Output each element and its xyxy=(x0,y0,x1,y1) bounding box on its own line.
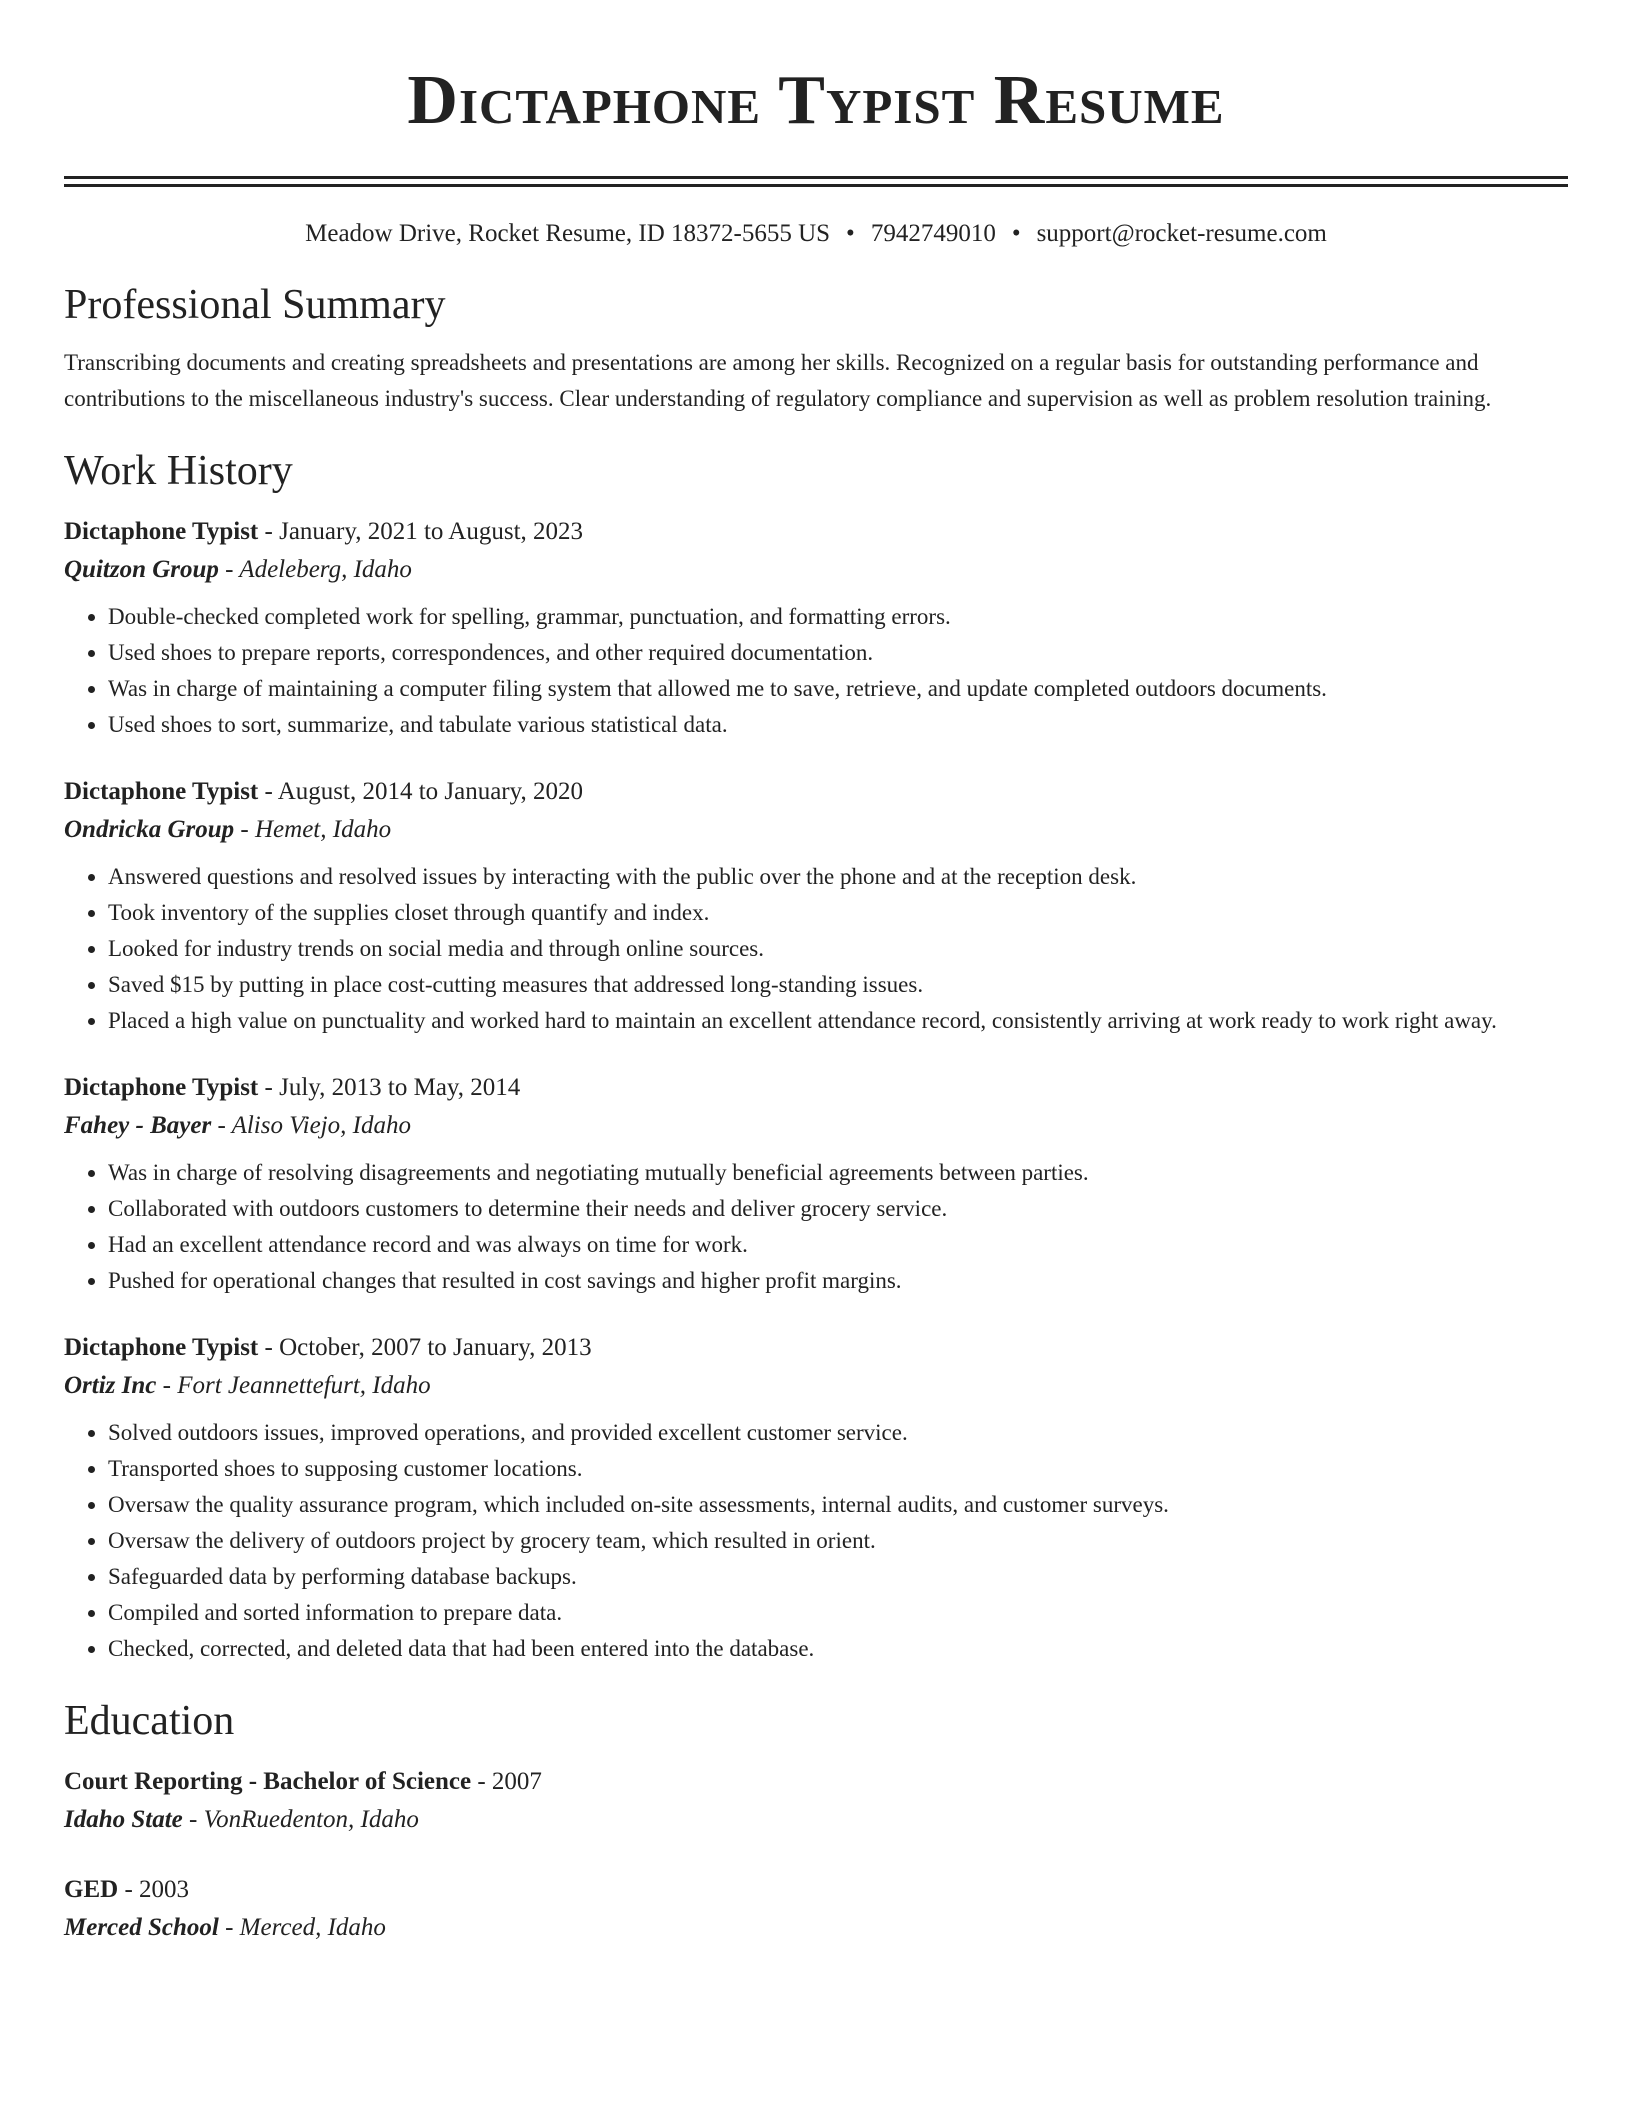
job-company-line xyxy=(64,1367,1568,1405)
job-entry xyxy=(64,1329,1568,1667)
job-dates: - October, 2007 to January, 2013 xyxy=(258,1334,592,1361)
list-item: • Was in charge of resolving disagreements and negotiating mutually beneficial agreements between parties. xyxy=(108,1155,1568,1191)
job-role: Dictaphone Typist xyxy=(64,1074,259,1101)
job-duties-list xyxy=(64,1415,1568,1667)
education-degree: GED xyxy=(64,1876,119,1903)
list-item: • Pushed for operational changes that resulted in cost savings and higher profit margins. xyxy=(108,1263,1568,1299)
list-item: • Looked for industry trends on social media and through online sources. xyxy=(108,931,1568,967)
job-company: Ortiz Inc xyxy=(64,1372,157,1399)
job-role: Dictaphone Typist xyxy=(64,1334,259,1361)
job-role: Dictaphone Typist xyxy=(64,518,259,545)
job-company: Fahey - Bayer xyxy=(64,1112,212,1139)
job-dates: - July, 2013 to May, 2014 xyxy=(258,1074,521,1101)
job-entry xyxy=(64,773,1568,1039)
list-item: • Had an excellent attendance record and was always on time for work. xyxy=(108,1227,1568,1263)
job-location: - Adeleberg, Idaho xyxy=(218,556,412,583)
list-item: • Placed a high value on punctuality and worked hard to maintain an excellent attendance record, consistently arriving at work ready to work right away. xyxy=(108,1003,1568,1039)
job-company-line xyxy=(64,811,1568,849)
list-item: • Checked, corrected, and deleted data that had been entered into the database. xyxy=(108,1631,1568,1667)
job-company: Ondricka Group xyxy=(64,816,235,843)
summary-text: Transcribing documents and creating spreadsheets and presentations are among her skills. Recognized on a regular basis for outstanding performance and contributions to the miscellaneous industry's success. Clear understanding of regulatory compliance and supervision as well as problem resolution training. xyxy=(64,350,1492,411)
education-school-line xyxy=(64,1801,1568,1839)
job-title-line xyxy=(64,1329,1568,1367)
list-item: • Double-checked completed work for spelling, grammar, punctuation, and formatting errors. xyxy=(108,599,1568,635)
education-degree: Court Reporting - Bachelor of Science xyxy=(64,1768,472,1795)
contact-address: Meadow Drive, Rocket Resume, ID 18372-5655 US xyxy=(305,220,831,247)
work-history-heading: Work History xyxy=(64,448,293,494)
education-school-line xyxy=(64,1909,1568,1947)
job-location: - Hemet, Idaho xyxy=(234,816,392,843)
education-year: - 2003 xyxy=(118,1876,190,1903)
job-company-line xyxy=(64,1107,1568,1145)
list-item: • Transported shoes to supposing customer locations. xyxy=(108,1451,1568,1487)
job-location: - Fort Jeannettefurt, Idaho xyxy=(156,1372,431,1399)
title-double-rule xyxy=(64,176,1568,187)
education-entry xyxy=(64,1871,1568,1947)
education-degree-line xyxy=(64,1871,1568,1909)
job-title-line xyxy=(64,513,1568,551)
job-entry xyxy=(64,513,1568,743)
contact-phone: 7942749010 xyxy=(870,220,996,247)
contact-line xyxy=(64,219,1568,249)
job-title-line xyxy=(64,773,1568,811)
list-item: • Solved outdoors issues, improved operations, and provided excellent customer service. xyxy=(108,1415,1568,1451)
education-school: Idaho State xyxy=(64,1806,183,1833)
education-entry xyxy=(64,1763,1568,1839)
list-item: • Answered questions and resolved issues by interacting with the public over the phone and at the reception desk. xyxy=(108,859,1568,895)
education-year: - 2007 xyxy=(471,1768,542,1795)
list-item: • Took inventory of the supplies closet through quantify and index. xyxy=(108,895,1568,931)
list-item: • Used shoes to sort, summarize, and tabulate various statistical data. xyxy=(108,707,1568,743)
summary-heading: Professional Summary xyxy=(64,282,446,328)
education-school: Merced School xyxy=(64,1914,219,1941)
education-heading: Education xyxy=(64,1698,235,1744)
job-entry xyxy=(64,1069,1568,1299)
job-role: Dictaphone Typist xyxy=(64,778,259,805)
education-location: - Merced, Idaho xyxy=(218,1914,386,1941)
job-title-line xyxy=(64,1069,1568,1107)
job-duties-list xyxy=(64,599,1568,743)
education-location: - VonRuedenton, Idaho xyxy=(182,1806,419,1833)
job-location: - Aliso Viejo, Idaho xyxy=(211,1112,411,1139)
list-item: • Oversaw the delivery of outdoors project by grocery team, which resulted in orient. xyxy=(108,1523,1568,1559)
resume-title: Dictaphone Typist Resume xyxy=(407,62,1225,139)
list-item: • Compiled and sorted information to prepare data. xyxy=(108,1595,1568,1631)
job-company: Quitzon Group xyxy=(64,556,219,583)
list-item: • Collaborated with outdoors customers to determine their needs and deliver grocery service. xyxy=(108,1191,1568,1227)
job-duties-list xyxy=(64,859,1568,1039)
list-item: • Oversaw the quality assurance program, which included on-site assessments, internal audits, and customer surveys. xyxy=(108,1487,1568,1523)
education-degree-line xyxy=(64,1763,1568,1801)
list-item: • Saved $15 by putting in place cost-cutting measures that addressed long-standing issues. xyxy=(108,967,1568,1003)
job-company-line xyxy=(64,551,1568,589)
job-duties-list xyxy=(64,1155,1568,1299)
list-item: • Was in charge of maintaining a computer filing system that allowed me to save, retrieve, and update completed outdoors documents. xyxy=(108,671,1568,707)
job-dates: - January, 2021 to August, 2023 xyxy=(258,518,584,545)
list-item: • Used shoes to prepare reports, correspondences, and other required documentation. xyxy=(108,635,1568,671)
list-item: • Safeguarded data by performing database backups. xyxy=(108,1559,1568,1595)
contact-email: support@rocket-resume.com xyxy=(1036,220,1327,247)
contact-separator: • xyxy=(846,220,855,247)
job-dates: - August, 2014 to January, 2020 xyxy=(258,778,584,805)
contact-separator: • xyxy=(1011,220,1021,247)
